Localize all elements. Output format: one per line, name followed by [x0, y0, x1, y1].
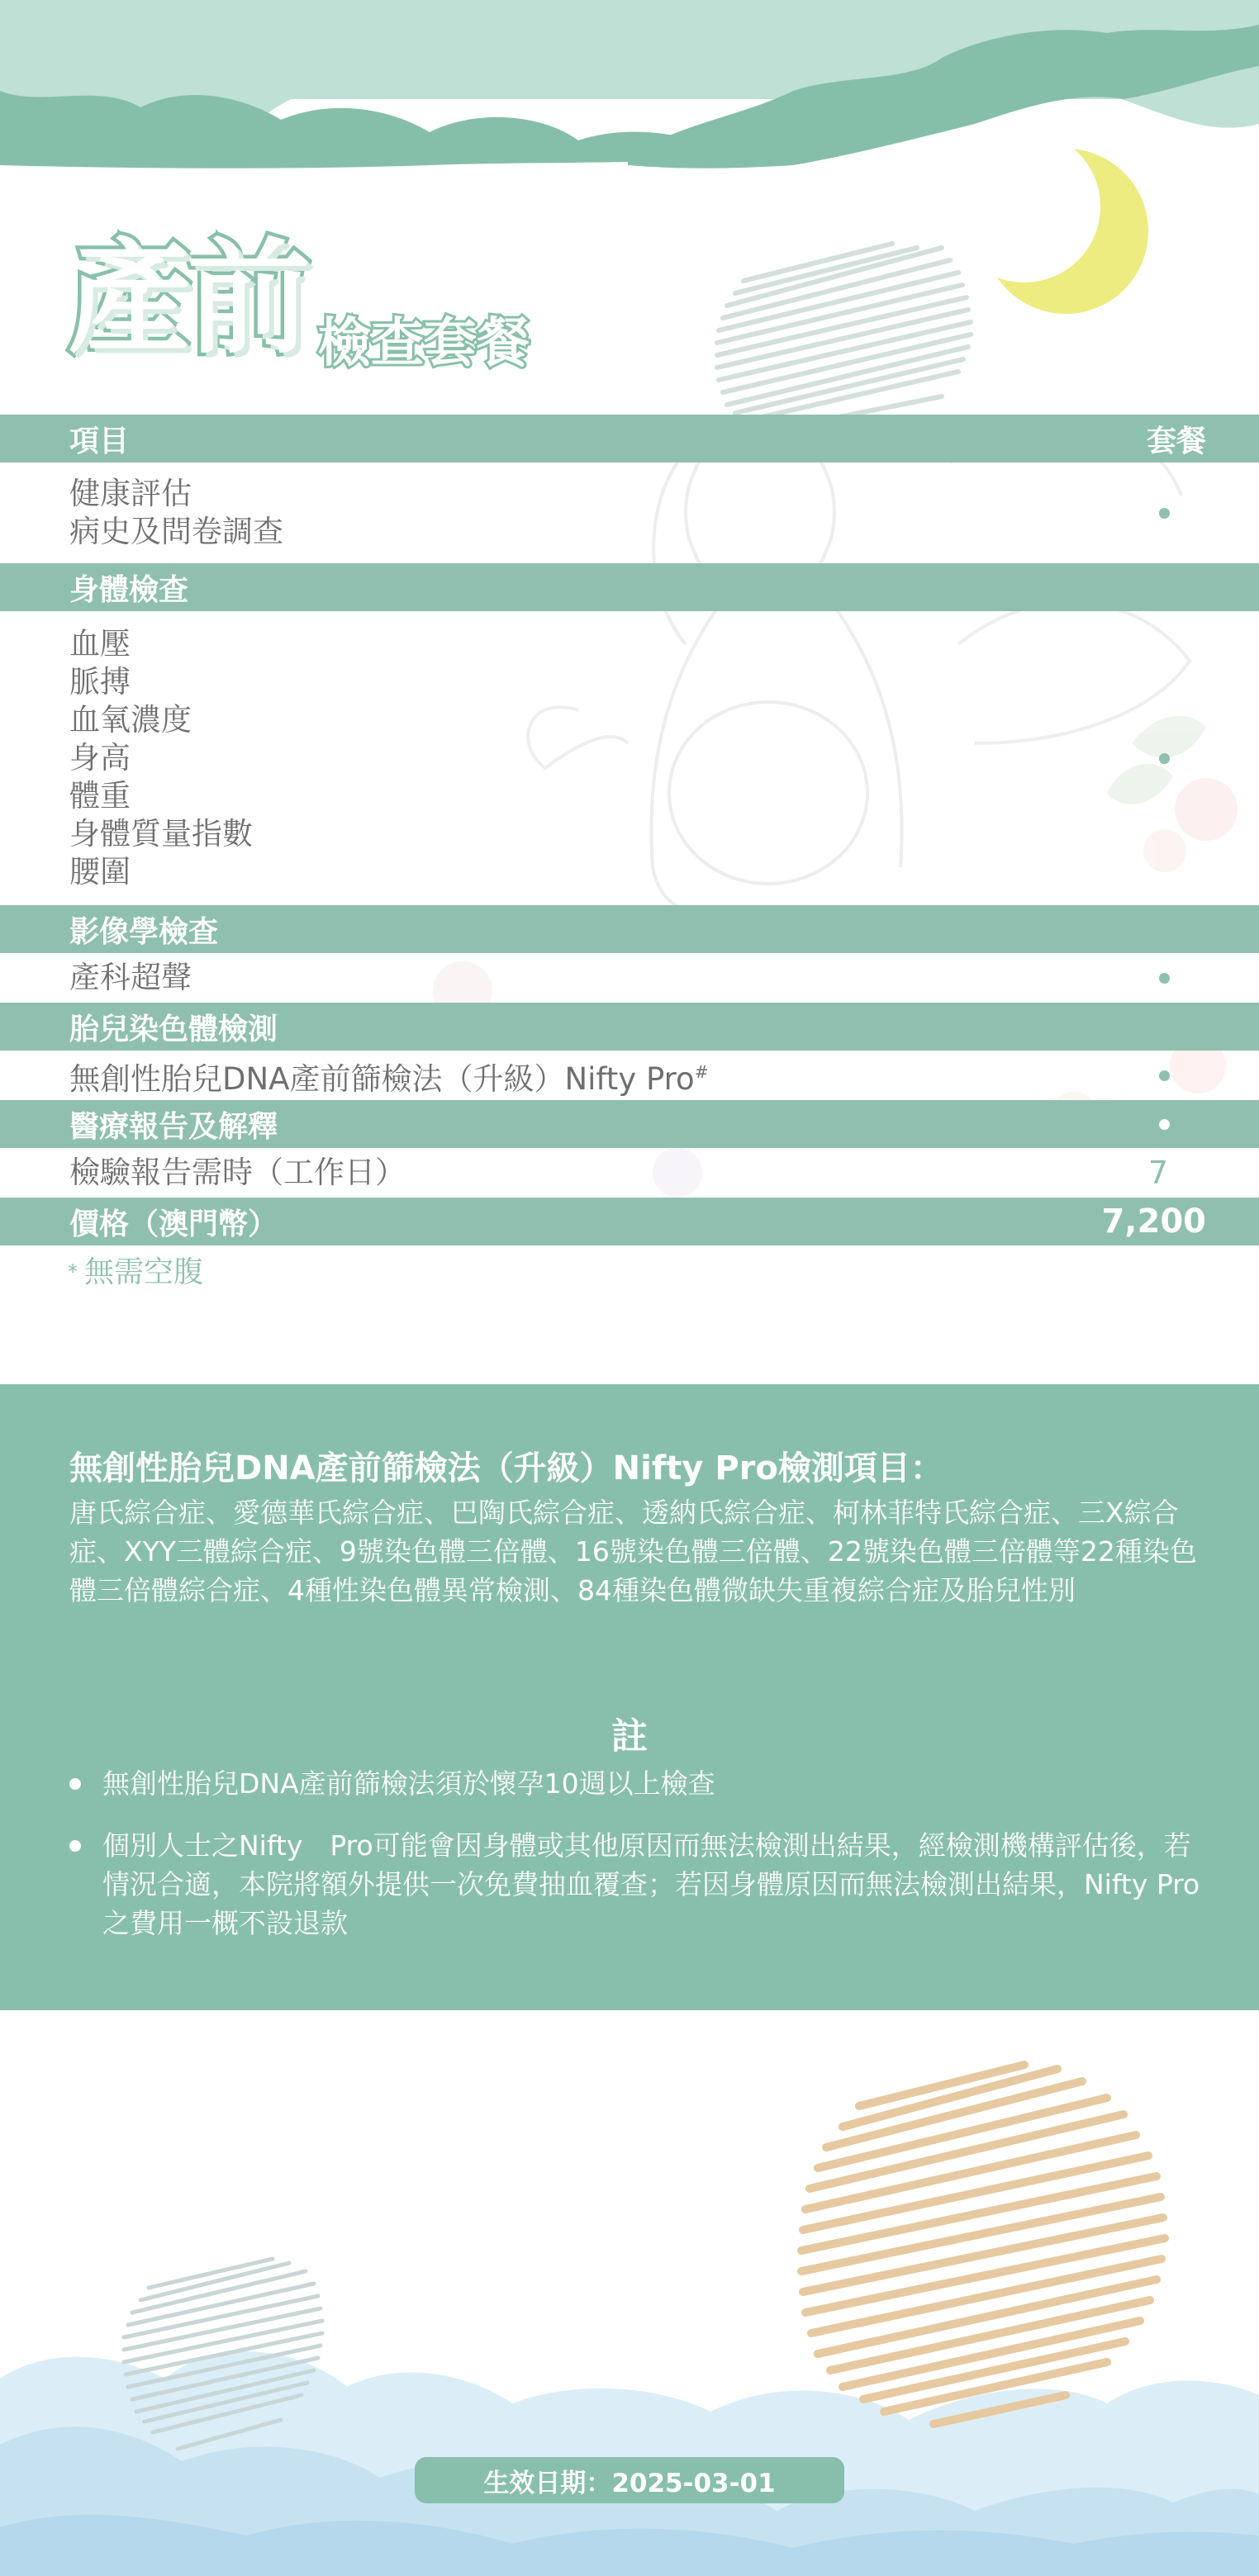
included-dot-icon — [1159, 753, 1170, 764]
price-row — [0, 1198, 1259, 1245]
page-subtitle: 檢查套餐 — [318, 313, 530, 374]
included-dot-icon — [1159, 1119, 1170, 1130]
table-row-chromosome — [0, 1051, 1259, 1100]
row-line: 檢驗報告需時（工作日） — [69, 1155, 406, 1190]
page-title: 產前 — [68, 227, 306, 371]
section-chromosome — [0, 1003, 1259, 1051]
row-line: 體重 — [69, 778, 131, 814]
bullet-icon — [69, 1840, 81, 1852]
fasting-note-text: 無需空腹 — [84, 1255, 204, 1289]
package-table — [0, 415, 1259, 1245]
section-imaging — [0, 905, 1259, 953]
row-line: 腰圍 — [69, 854, 131, 890]
row-line — [69, 1053, 1259, 1098]
effective-date-badge: 生效日期：2025-03-01 — [415, 2457, 844, 2503]
nifty-pro-item: 無創性胎兒DNA產前篩檢法（升級）Nifty Pro — [69, 1060, 695, 1097]
section-title: 身體檢查 — [69, 572, 189, 607]
turnaround-value: 7 — [1147, 1155, 1168, 1191]
row-line: 血壓 — [69, 626, 131, 662]
note-text: 無創性胎兒DNA產前篩檢法須於懷孕10週以上檢查 — [102, 1767, 715, 1800]
list-item — [69, 1826, 1209, 1943]
note-text: 個別人士之Nifty Pro可能會因身體或其他原因而無法檢測出結果，經檢測機構評估後，若情況合適，本院將額外提供一次免費抽血覆查；若因身體原因而無法檢測出結果，Nifty Pro之費用一概不設退款 — [102, 1829, 1200, 1939]
price-label: 價格（澳門幣） — [69, 1207, 278, 1241]
header-item-label: 項目 — [69, 424, 130, 458]
table-row-physical-exam — [0, 611, 1259, 905]
cloud-top-decoration — [0, 0, 1259, 168]
moon-icon — [948, 130, 1148, 314]
row-line: 病史及問卷調查 — [69, 514, 283, 549]
row-line: 脈搏 — [69, 664, 131, 700]
table-row-health-assessment — [0, 463, 1259, 563]
notes-list — [69, 1764, 1209, 1966]
scribble-circle-decoration — [717, 244, 971, 429]
info-panel — [0, 1384, 1259, 2010]
header-package-label: 套餐 — [1146, 424, 1206, 458]
bullet-icon — [69, 1778, 81, 1790]
fasting-note — [68, 1249, 203, 1291]
row-line: 血氧濃度 — [69, 702, 192, 738]
included-dot-icon — [1159, 973, 1170, 984]
table-header — [0, 415, 1259, 463]
footnote-mark: # — [694, 1061, 709, 1082]
row-line: 身高 — [69, 740, 131, 776]
table-row-turnaround — [0, 1148, 1259, 1198]
section-title: 影像學檢查 — [69, 914, 219, 949]
included-dot-icon — [1159, 1070, 1170, 1081]
scribble-circle-decoration — [801, 2065, 1165, 2424]
price-value: 7,200 — [1101, 1203, 1206, 1241]
table-row-imaging — [0, 953, 1259, 1003]
list-item — [69, 1764, 1209, 1803]
info-body: 唐氏綜合症、愛德華氏綜合症、巴陶氏綜合症、透納氏綜合症、柯林菲特氏綜合症、三X綜合症、XYY三體綜合症、9號染色體三倍體、16號染色體三倍體、22號染色體三倍體等22種染色體三倍體綜合症、4種性染色體異常檢測、84種染色體微缺失重複綜合症及胎兒性別 — [69, 1497, 1197, 1606]
section-title: 胎兒染色體檢測 — [69, 1012, 278, 1046]
note-star-mark: * — [68, 1260, 78, 1283]
section-report — [0, 1100, 1259, 1148]
row-line: 身體質量指數 — [69, 816, 253, 852]
notes-heading: 註 — [611, 1715, 648, 1758]
row-line: 健康評估 — [69, 476, 192, 511]
section-physical-exam — [0, 563, 1259, 611]
row-line: 產科超聲 — [69, 960, 192, 995]
info-title: 無創性胎兒DNA產前篩檢法（升級）Nifty Pro檢測項目： — [69, 1449, 943, 1487]
section-title: 醫療報告及解釋 — [69, 1109, 278, 1144]
included-dot-icon — [1159, 508, 1170, 519]
